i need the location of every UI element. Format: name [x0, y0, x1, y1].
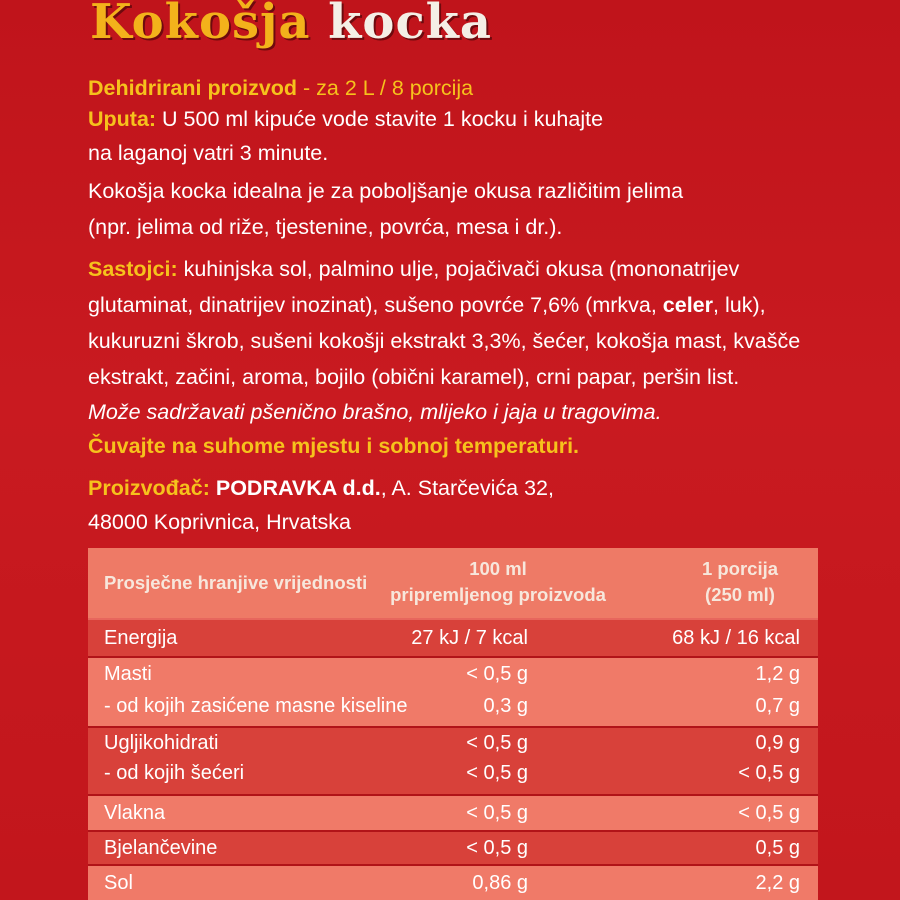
row-name: Ugljikohidrati [104, 732, 219, 754]
row-per100: < 0,5 g [466, 663, 528, 685]
row-portion: 0,7 g [755, 695, 800, 717]
row-per100: < 0,5 g [466, 837, 528, 859]
ingredients-line-4: ekstrakt, začini, aroma, bojilo (obični karamel), crni papar, peršin list. [88, 365, 740, 389]
row-name: Energija [104, 627, 178, 649]
nutrition-table [88, 548, 818, 900]
row-portion: 68 kJ / 16 kcal [672, 627, 800, 649]
row-per100: < 0,5 g [466, 762, 528, 784]
title-part1: Kokošja [90, 0, 311, 50]
table-row [88, 620, 818, 656]
table-row [88, 658, 818, 726]
header-col2-line1: 100 ml [469, 558, 527, 579]
header-col3-line1: 1 porcija [701, 558, 779, 579]
ingredients-label: Sastojci: [88, 257, 178, 281]
row-name: Vlakna [104, 802, 166, 824]
instructions-line-2: na laganoj vatri 3 minute. [88, 141, 329, 165]
header-col3 [680, 556, 800, 608]
row-portion: 0,5 g [755, 837, 800, 859]
intro-label: Dehidrirani proizvod [88, 76, 298, 100]
header-col1: Prosječne hranjive vrijednosti [104, 572, 368, 593]
instructions-label: Uputa: [88, 107, 157, 131]
storage-instructions: Čuvajte na suhome mjestu i sobnoj temperaturi. [88, 434, 580, 458]
table-row [88, 728, 818, 794]
row-portion: 1,2 g [755, 663, 800, 685]
instructions-line-1 [88, 104, 603, 135]
producer-address-2: 48000 Koprivnica, Hrvatska [88, 510, 351, 534]
ingredients-text-2a: glutaminat, dinatrijev inozinat), sušeno povrće 7,6% (mrkva, [88, 293, 663, 317]
row-name: - od kojih šećeri [104, 762, 245, 784]
product-title [90, 0, 492, 54]
title-part2: kocka [328, 0, 493, 50]
row-portion: < 0,5 g [738, 802, 800, 824]
instructions-line-4: (npr. jelima od riže, tjestenine, povrća, mesa i dr.). [88, 215, 563, 239]
header-col2-line2: pripremljenog proizvoda [390, 584, 606, 605]
instructions-text-1: U 500 ml kipuće vode stavite 1 kocku i kuhajte [156, 107, 604, 131]
ingredients-text-1: kuhinjska sol, palmino ulje, pojačivači okusa (mononatrijev [177, 257, 740, 281]
row-name: Masti [104, 663, 152, 685]
row-portion: < 0,5 g [738, 762, 800, 784]
ingredients-line-1 [88, 254, 739, 285]
row-name: Bjelančevine [104, 837, 218, 859]
table-row [88, 796, 818, 830]
table-row [88, 866, 818, 900]
instructions-line-3: Kokošja kocka idealna je za poboljšanje okusa različitim jelima [88, 179, 684, 203]
nutrition-header-row [88, 548, 818, 618]
row-per100: < 0,5 g [466, 802, 528, 824]
header-col3-line2: (250 ml) [705, 584, 775, 605]
producer-address-1: , A. Starčevića 32, [380, 476, 554, 500]
ingredients-text-2c: , luk), [713, 293, 766, 317]
ingredients-line-2 [88, 290, 766, 321]
row-per100: 27 kJ / 7 kcal [411, 627, 528, 649]
row-name: Sol [104, 872, 133, 894]
row-name: - od kojih zasićene masne kiseline [104, 695, 408, 717]
allergen-warning: Može sadržavati pšenično brašno, mlijeko i jaja u tragovima. [88, 400, 662, 424]
header-col2 [383, 556, 613, 608]
producer-name: PODRAVKA d.d. [209, 476, 381, 500]
producer-label: Proizvođač: [88, 476, 210, 500]
row-portion: 0,9 g [755, 732, 800, 754]
row-per100: 0,86 g [472, 872, 528, 894]
table-row [88, 832, 818, 864]
row-per100: 0,3 g [483, 695, 528, 717]
allergen-celery: celer [662, 293, 714, 317]
ingredients-line-3: kukuruzni škrob, sušeni kokošji ekstrakt 3,3%, šećer, kokošja mast, kvašče [88, 329, 801, 353]
row-portion: 2,2 g [755, 872, 800, 894]
intro-line [88, 73, 473, 104]
producer-line-1 [88, 473, 554, 504]
intro-rest: - za 2 L / 8 porcija [297, 76, 474, 100]
row-per100: < 0,5 g [466, 732, 528, 754]
